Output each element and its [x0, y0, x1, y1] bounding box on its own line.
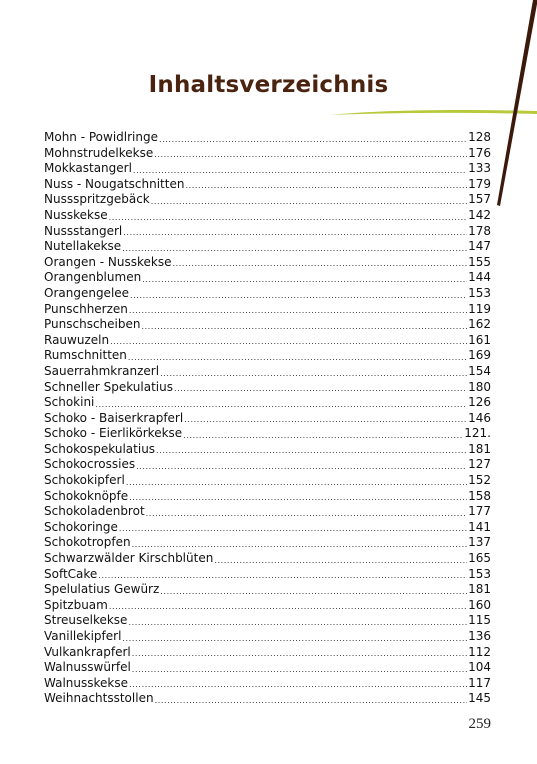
dot-leader	[132, 649, 467, 660]
toc-entry-title: Vanillekipferl	[44, 629, 122, 643]
toc-entry-title: Spelulatius Gewürz	[44, 582, 160, 597]
toc-entry	[44, 676, 491, 692]
toc-entry	[44, 130, 491, 146]
toc-entry	[44, 317, 491, 333]
toc-entry-page: 142	[468, 207, 491, 222]
dot-leader	[128, 618, 467, 629]
toc-entry-page: 158	[468, 488, 491, 503]
toc-entry-page: 165	[468, 551, 491, 566]
toc-entry-title: Nuss - Nougatschnitten	[44, 176, 185, 191]
toc-entry	[44, 598, 491, 614]
toc-entry-page: 145	[468, 691, 491, 706]
dot-leader	[155, 696, 468, 707]
toc-entry	[44, 473, 491, 489]
toc-entry	[44, 177, 491, 193]
toc-entry-page: 157	[468, 192, 491, 207]
toc-entry	[44, 395, 491, 411]
toc-entry	[44, 426, 491, 442]
toc-entry-title: Schokotropfen	[44, 535, 131, 550]
toc-entry-page: 104	[468, 660, 491, 675]
toc-entry-page: 153	[468, 566, 491, 581]
toc-entry	[44, 192, 491, 208]
toc-entry-title: Schokospekulatius	[44, 441, 156, 456]
dot-leader	[95, 400, 467, 411]
toc-entry	[44, 551, 491, 567]
dot-leader	[110, 337, 467, 348]
dot-leader	[172, 259, 467, 270]
toc-entry-page: 179	[468, 176, 491, 191]
toc-entry-title: Schokokipferl	[44, 473, 125, 488]
toc-entry-page: 127	[468, 457, 491, 472]
toc-entry-page: 126	[468, 395, 491, 410]
dot-leader	[119, 524, 467, 535]
dot-leader	[174, 384, 467, 395]
toc-entry-page: 162	[468, 317, 491, 332]
toc-entry-page: 169	[468, 348, 491, 363]
green-underline-swoosh	[330, 110, 537, 115]
toc-entry	[44, 161, 491, 177]
toc-entry-title: Rumschnitten	[44, 348, 127, 363]
brown-stick-decoration	[497, 0, 537, 206]
dot-leader	[151, 197, 467, 208]
toc-entry-page: 181	[468, 441, 491, 456]
toc-entry	[44, 364, 491, 380]
toc-entry-page: 161	[468, 332, 491, 347]
dot-leader	[136, 462, 467, 473]
toc-entry	[44, 457, 491, 473]
toc-entry-page: 137	[468, 535, 491, 550]
toc-entry-title: Mohnstrudelkekse	[44, 145, 154, 160]
dot-leader	[98, 571, 467, 582]
toc-entry-page: 160	[468, 597, 491, 612]
toc-entry-page: 144	[468, 270, 491, 285]
toc-entry-title: Schwarzwälder Kirschblüten	[44, 551, 214, 566]
dot-leader	[132, 665, 467, 676]
toc-entry-page: 133	[468, 161, 491, 176]
toc-entry	[44, 348, 491, 364]
toc-entry-title: Sauerrahmkranzerl	[44, 363, 160, 378]
toc-entry-title: Spitzbuam	[44, 597, 108, 612]
toc-entry	[44, 333, 491, 349]
toc-entry-title: Vulkankrapferl	[44, 644, 131, 659]
toc-entry-title: Schokoladenbrot	[44, 504, 145, 519]
toc-entry-page: 176	[468, 145, 491, 160]
dot-leader	[184, 415, 467, 426]
dot-leader	[146, 509, 467, 520]
toc-entry	[44, 567, 491, 583]
toc-entry-title: Punschscheiben	[44, 317, 141, 332]
toc-entry-page: 155	[468, 254, 491, 269]
toc-entry-page: 147	[468, 239, 491, 254]
toc-entry-title: Mokkastangerl	[44, 161, 132, 176]
toc-entry-title: Nussstangerl	[44, 223, 123, 238]
toc-entry-page: 117	[468, 675, 491, 690]
dot-leader	[133, 166, 467, 177]
dot-leader	[154, 150, 467, 161]
dot-leader	[109, 602, 467, 613]
toc-entry-page: 141	[468, 519, 491, 534]
toc-entry-page: 154	[468, 363, 491, 378]
toc-entry-title: Schoko - Baiserkrapferl	[44, 410, 184, 425]
toc-entry-title: Punschherzen	[44, 301, 128, 316]
toc-entry-page: 146	[468, 410, 491, 425]
toc-entry-title: Nutellakekse	[44, 239, 122, 254]
dot-leader	[156, 446, 467, 457]
toc-entry-page: 121.	[464, 426, 491, 441]
toc-entry	[44, 520, 491, 536]
toc-entry-page: 112	[468, 644, 491, 659]
toc-entry-title: SoftCake	[44, 566, 98, 581]
toc-entry	[44, 224, 491, 240]
toc-entry	[44, 208, 491, 224]
dot-leader	[142, 275, 467, 286]
toc-entry-title: Walnusswürfel	[44, 660, 131, 675]
toc-entry-title: Mohn - Powidlringe	[44, 130, 158, 144]
toc-entry	[44, 239, 491, 255]
toc-entry	[44, 255, 491, 271]
toc-entry-page: 152	[468, 473, 491, 488]
toc-entry	[44, 613, 491, 629]
toc-entry	[44, 270, 491, 286]
dot-leader	[132, 540, 468, 551]
dot-leader	[159, 135, 467, 146]
toc-entry-title: Schokoknöpfe	[44, 488, 129, 503]
toc-entry-title: Streuselkekse	[44, 613, 128, 628]
toc-entry-title: Nussspritzgebäck	[44, 192, 150, 207]
toc-entry	[44, 582, 491, 598]
dot-leader	[122, 634, 467, 645]
toc-entry	[44, 302, 491, 318]
dot-leader	[123, 228, 467, 239]
toc-entry	[44, 411, 491, 427]
toc-entry-title: Rauwuzeln	[44, 332, 110, 347]
toc-entry-title: Orangenblumen	[44, 270, 142, 285]
dot-leader	[160, 587, 467, 598]
toc-entry-title: Orangengelee	[44, 285, 130, 300]
dot-leader	[185, 181, 467, 192]
toc-entry	[44, 489, 491, 505]
toc-entry	[44, 645, 491, 661]
toc-entry-page: 180	[468, 379, 491, 394]
toc-entry-title: Walnusskekse	[44, 675, 128, 690]
dot-leader	[160, 369, 467, 380]
toc-entry-title: Nusskekse	[44, 207, 108, 222]
toc-entry-page: 181	[468, 582, 491, 597]
toc-entry	[44, 380, 491, 396]
page-title: Inhaltsverzeichnis	[148, 72, 389, 98]
table-of-contents	[44, 130, 491, 707]
toc-entry-page: 119	[468, 301, 491, 316]
dot-leader	[129, 680, 467, 691]
toc-entry	[44, 691, 491, 707]
dot-leader	[214, 556, 467, 567]
dot-leader	[109, 213, 468, 224]
dot-leader	[129, 493, 467, 504]
toc-entry	[44, 660, 491, 676]
toc-entry-page: 153	[468, 285, 491, 300]
dot-leader	[126, 478, 467, 489]
toc-entry	[44, 286, 491, 302]
toc-entry	[44, 442, 491, 458]
dot-leader	[128, 353, 467, 364]
toc-entry-title: Schokoringe	[44, 519, 118, 534]
dot-leader	[130, 291, 467, 302]
toc-entry-page: 128	[468, 130, 491, 144]
dot-leader	[183, 431, 463, 442]
dot-leader	[129, 306, 467, 317]
toc-entry	[44, 629, 491, 645]
toc-entry-page: 178	[468, 223, 491, 238]
toc-entry-page: 136	[468, 629, 491, 643]
toc-entry-page: 177	[468, 504, 491, 519]
toc-entry	[44, 504, 491, 520]
toc-entry-title: Schneller Spekulatius	[44, 379, 173, 394]
toc-entry	[44, 146, 491, 162]
toc-entry-title: Orangen - Nusskekse	[44, 254, 172, 269]
toc-entry-title: Weihnachtsstollen	[44, 691, 154, 706]
toc-entry-title: Schokini	[44, 395, 95, 410]
page-number: 259	[468, 716, 491, 732]
toc-entry-page: 115	[468, 613, 491, 628]
dot-leader	[141, 322, 467, 333]
toc-entry	[44, 535, 491, 551]
toc-entry-title: Schokocrossies	[44, 457, 136, 472]
dot-leader	[122, 244, 467, 255]
toc-entry-title: Schoko - Eierlikörkekse	[44, 426, 183, 441]
